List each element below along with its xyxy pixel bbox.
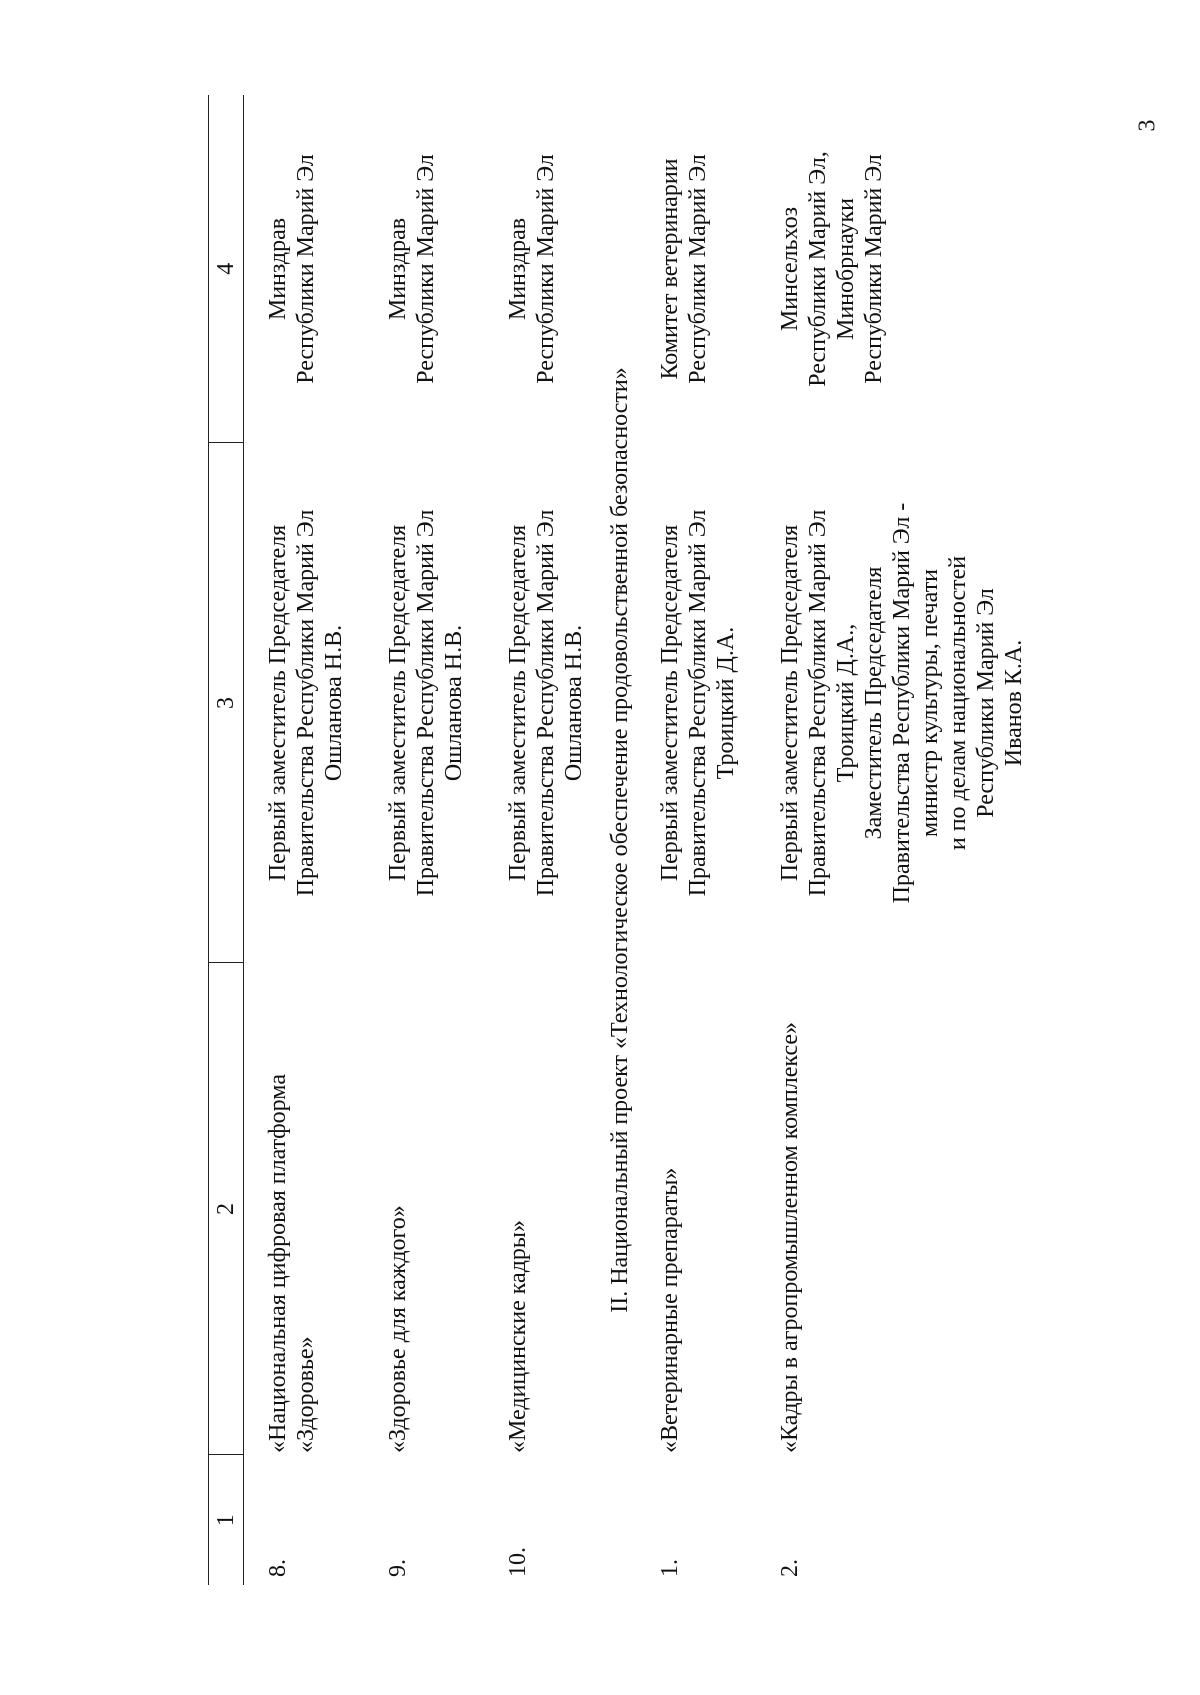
executor-line: Минздрав xyxy=(505,217,531,321)
project-line: «Национальная цифровая платформа xyxy=(265,1074,291,1453)
curator-line: Заместитель Председателя xyxy=(861,566,887,840)
executor-line: Республики Марий Эл xyxy=(533,154,559,384)
executor-line: Республики Марий Эл, xyxy=(805,151,831,387)
executor-line: Республики Марий Эл xyxy=(685,154,711,384)
executor-cell xyxy=(384,95,504,443)
curator-line: Правительства Республики Марий Эл xyxy=(685,509,711,897)
projects-table xyxy=(208,95,1028,1585)
curator-line: Первый заместитель Председателя xyxy=(385,524,411,882)
spacer-row xyxy=(244,95,265,1585)
executor-cell xyxy=(264,95,384,443)
header-col-3: 3 xyxy=(209,443,244,963)
project-name xyxy=(656,963,776,1455)
curator-line: Троицкий Д.А. xyxy=(713,626,739,780)
curator-line: Республики Марий Эл xyxy=(973,588,999,818)
curator-line: Иванов К.А. xyxy=(1001,639,1027,767)
row-number: 8. xyxy=(265,1559,291,1577)
executor-line: Минздрав xyxy=(265,217,291,321)
curator-line: Правительства Республики Марий Эл - xyxy=(889,502,915,904)
section-row xyxy=(588,95,656,1585)
curator-line: и по делам национальностей xyxy=(945,555,971,851)
curator-line: Ошланова Н.В. xyxy=(561,624,587,782)
curator-line: Ошланова Н.В. xyxy=(321,624,347,782)
curator-line: Ошланова Н.В. xyxy=(441,624,467,782)
project-name xyxy=(264,963,384,1455)
table-row xyxy=(776,95,1028,1585)
curator-line: Правительства Республики Марий Эл xyxy=(805,509,831,897)
row-number: 9. xyxy=(385,1559,411,1577)
table-row xyxy=(384,95,504,1585)
project-name xyxy=(384,963,504,1455)
curator-cell xyxy=(384,443,504,963)
curator-cell xyxy=(776,443,1028,963)
curator-line: Правительства Республики Марий Эл xyxy=(293,509,319,897)
page-number: 3 xyxy=(1134,119,1161,132)
curator-line: министр культуры, печати xyxy=(917,568,943,838)
curator-line: Правительства Республики Марий Эл xyxy=(533,509,559,897)
project-line: «Здоровье» xyxy=(293,1336,319,1453)
section-heading: II. Национальный проект «Технологическое обеспечение продовольственной безопасности» xyxy=(607,367,633,1313)
curator-line: Троицкий Д.А., xyxy=(833,623,859,783)
executor-line: Минобрнауки xyxy=(833,197,859,341)
curator-line: Первый заместитель Председателя xyxy=(505,524,531,882)
executor-cell xyxy=(656,95,776,443)
executor-line: Минсельхоз xyxy=(777,206,803,332)
row-number: 1. xyxy=(657,1559,683,1577)
row-number: 2. xyxy=(777,1559,803,1577)
project-line: «Медицинские кадры» xyxy=(505,1219,531,1453)
project-line: «Ветеринарные препараты» xyxy=(657,1167,683,1453)
curator-line: Первый заместитель Председателя xyxy=(657,524,683,882)
curator-line: Первый заместитель Председателя xyxy=(265,524,291,882)
project-line: «Кадры в агропромышленном комплексе» xyxy=(777,1021,803,1453)
header-col-4: 4 xyxy=(209,95,244,443)
executor-line: Республики Марий Эл xyxy=(413,154,439,384)
executor-line: Комитет ветеринарии xyxy=(657,158,683,380)
header-col-1: 1 xyxy=(209,1455,244,1585)
table-row xyxy=(264,95,384,1585)
row-number: 10. xyxy=(505,1547,531,1577)
table-header-row xyxy=(209,95,244,1585)
executor-line: Республики Марий Эл xyxy=(861,154,887,384)
executor-cell xyxy=(776,95,1028,443)
curator-cell xyxy=(264,443,384,963)
executor-line: Минздрав xyxy=(385,217,411,321)
curator-line: Правительства Республики Марий Эл xyxy=(413,509,439,897)
project-line: «Здоровье для каждого» xyxy=(385,1205,411,1453)
executor-line: Республики Марий Эл xyxy=(293,154,319,384)
curator-cell xyxy=(656,443,776,963)
table-row xyxy=(656,95,776,1585)
table-row xyxy=(504,95,588,1585)
project-name xyxy=(504,963,588,1455)
header-col-2: 2 xyxy=(209,963,244,1455)
project-name xyxy=(776,963,1028,1455)
curator-line: Первый заместитель Председателя xyxy=(777,524,803,882)
curator-cell xyxy=(504,443,588,963)
executor-cell xyxy=(504,95,588,443)
